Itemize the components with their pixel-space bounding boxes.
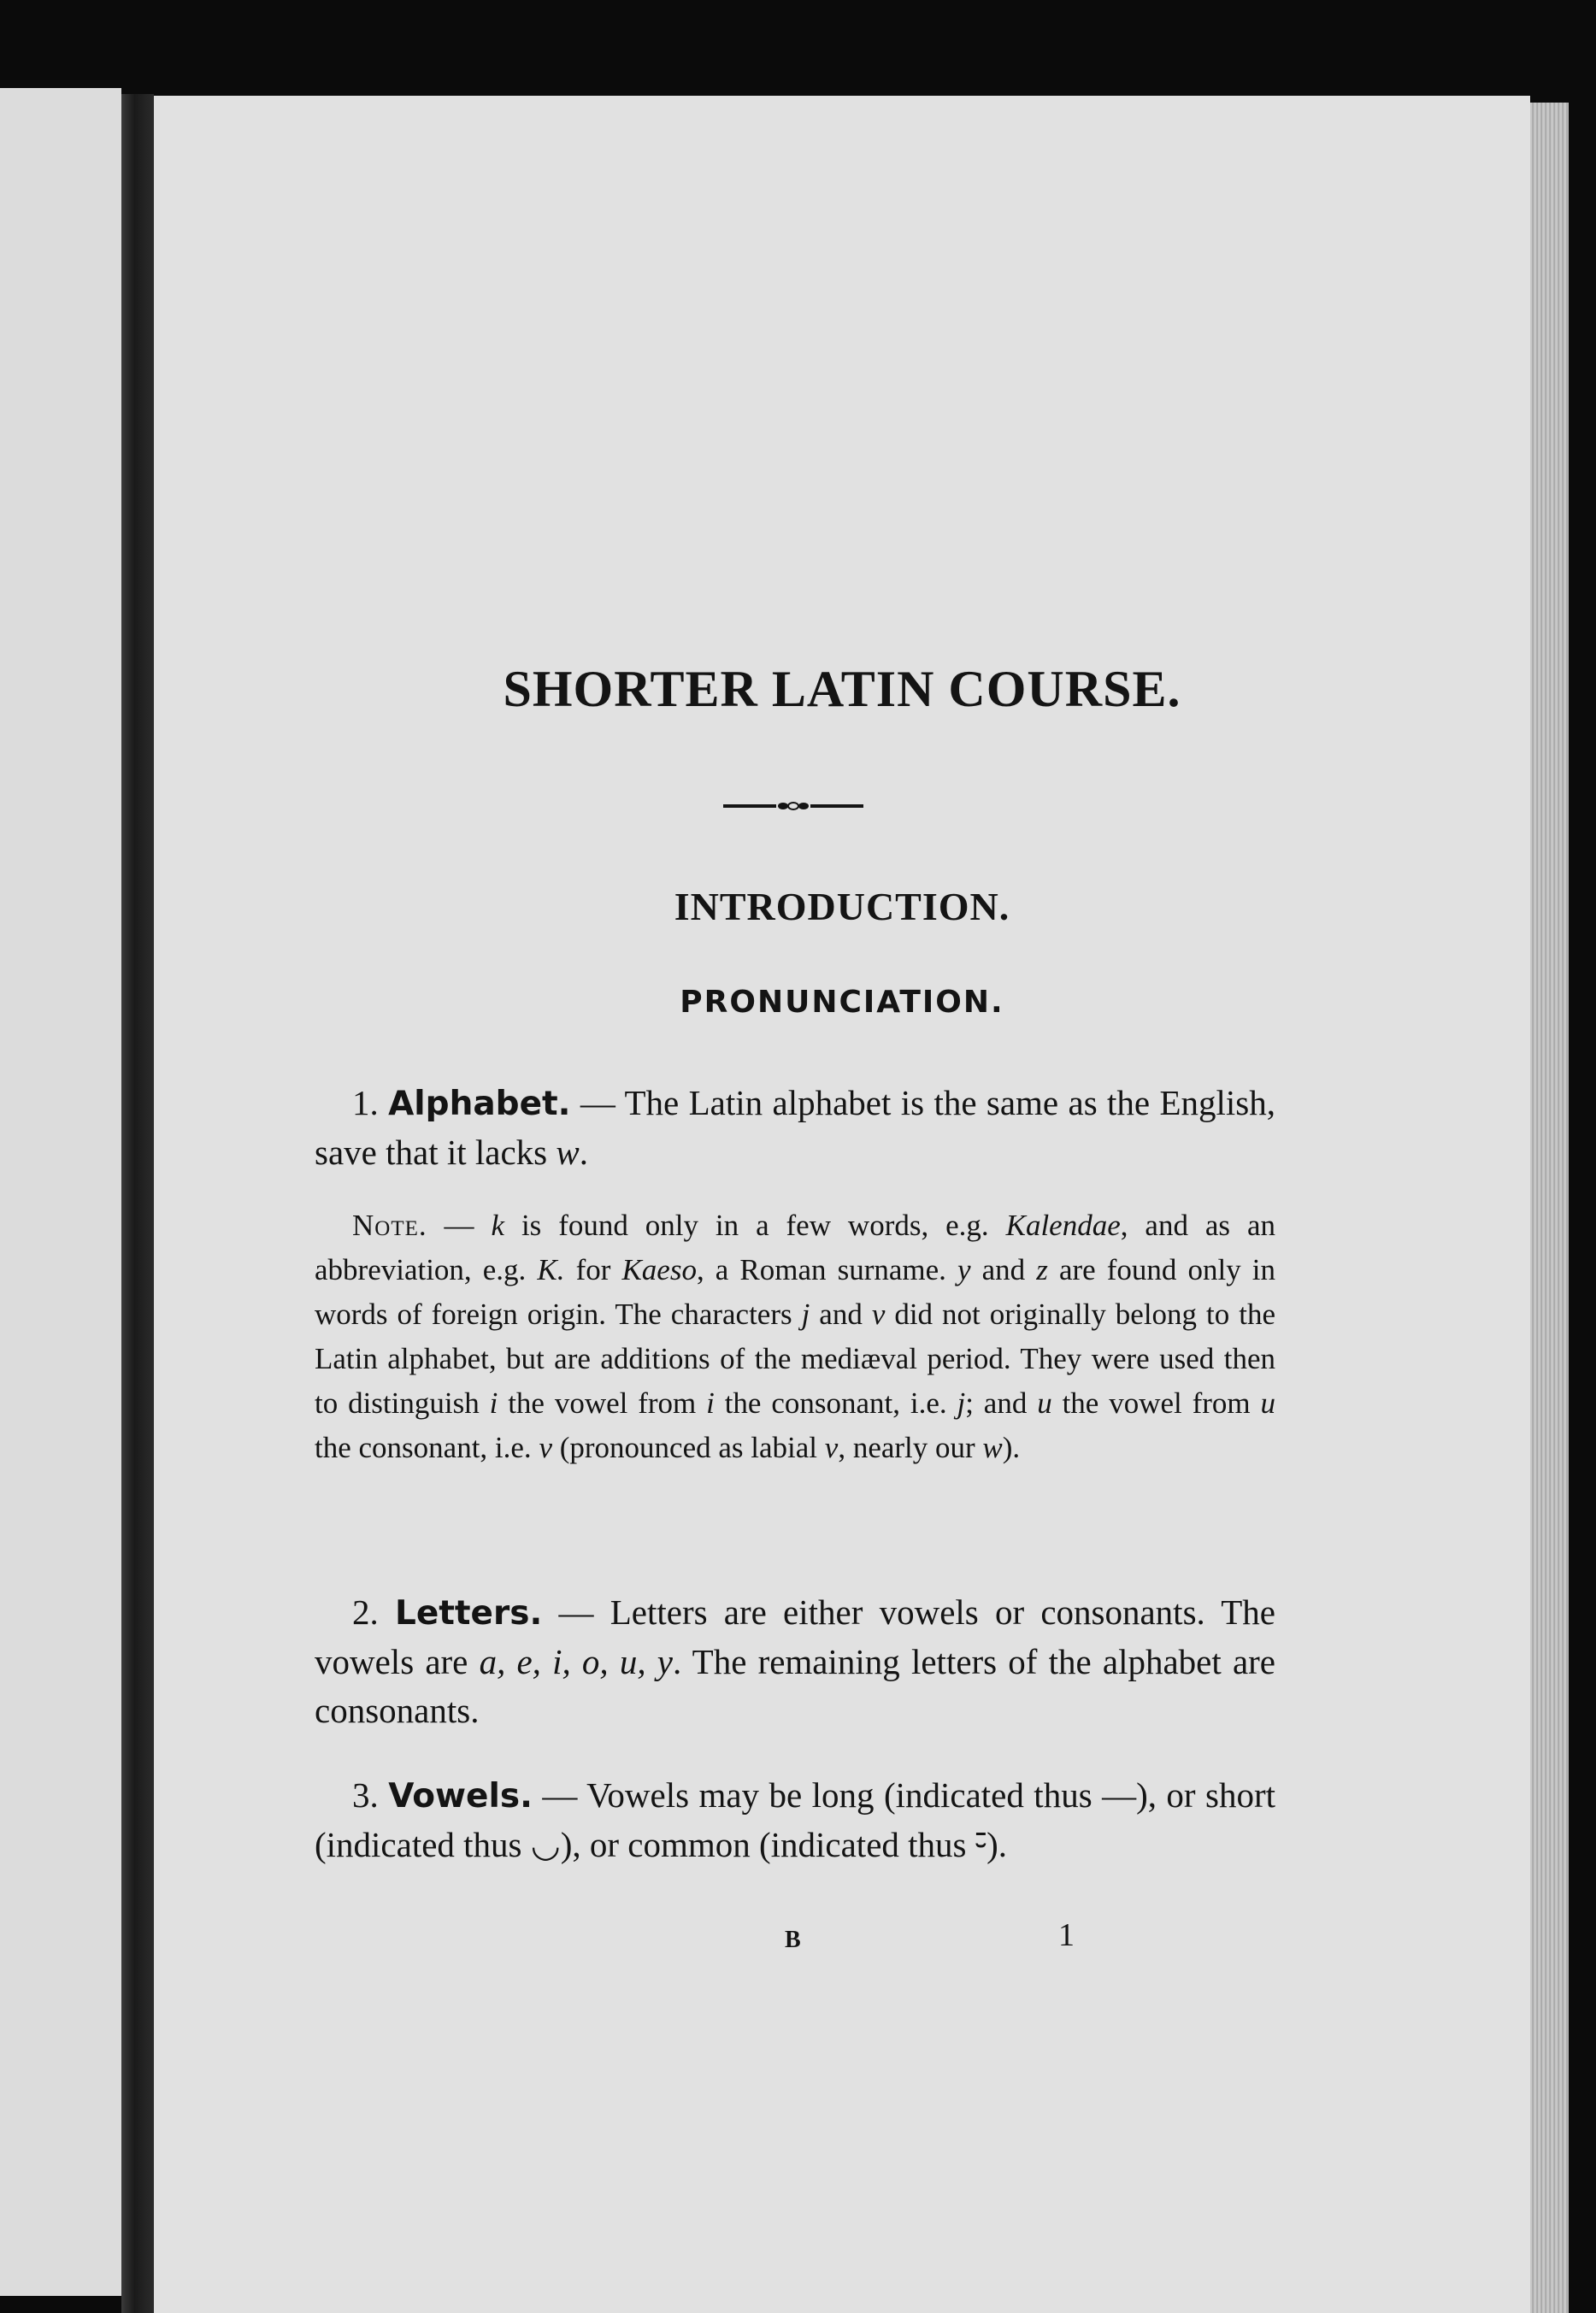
left-page-edge: [0, 88, 121, 2296]
paragraph-text: ), or short (indicated thus: [315, 1775, 1276, 1864]
note-italic-run: u: [1037, 1386, 1052, 1420]
long-mark-icon: —: [1102, 1776, 1137, 1815]
heading-dash: —: [542, 1592, 610, 1632]
note-italic-run: i: [706, 1386, 715, 1420]
note-italic-run: Kalendae: [1005, 1209, 1121, 1242]
note-body: [315, 1209, 1275, 1464]
common-mark-icon: ⏑̄: [975, 1826, 987, 1864]
note-italic-run: v: [871, 1298, 886, 1331]
paragraph-number: 2.: [352, 1592, 379, 1632]
italic-letter: w: [556, 1133, 580, 1172]
note-text-run: (pronounced as labial: [551, 1431, 825, 1464]
note-italic-run: k: [491, 1209, 505, 1242]
section-title: INTRODUCTION.: [674, 885, 1010, 928]
paragraph-number: 1.: [352, 1083, 379, 1122]
paragraph-text: Letters are either vowels or consonants. The vowels are: [315, 1592, 1275, 1681]
paragraph-alphabet: [315, 1079, 1275, 1177]
note-italic-run: i: [489, 1386, 498, 1420]
note-paragraph: [315, 1204, 1275, 1470]
note-text-run: the consonant, i.e.: [315, 1431, 539, 1464]
note-text-run: , a Roman surname.: [696, 1253, 957, 1286]
note-italic-run: j: [801, 1298, 810, 1331]
note-text-run: and: [810, 1298, 872, 1331]
paragraph-text: ), or common (indicated thus: [560, 1825, 975, 1864]
note-italic-run: y: [957, 1253, 971, 1286]
note-italic-run: z: [1036, 1253, 1048, 1286]
note-italic-run: v: [539, 1431, 552, 1464]
paragraph-letters: [315, 1588, 1275, 1735]
note-dash: —: [427, 1209, 492, 1242]
signature-mark: B: [785, 1927, 801, 1953]
note-text-run: did not originally belong to the Latin alphabet, but are additions of the mediæval period. They were used then to distinguish: [315, 1298, 1275, 1420]
heading-dash: —: [570, 1083, 625, 1122]
note-text-run: ; and: [965, 1386, 1038, 1420]
paragraph-text-end: .: [579, 1133, 588, 1172]
note-italic-run: K.: [537, 1253, 565, 1286]
note-text-run: is found only in a few words, e.g.: [504, 1209, 1006, 1242]
note-text-run: the consonant, i.e.: [714, 1386, 957, 1420]
paragraph-text: The Latin alphabet is the same as the English, save that it lacks: [315, 1083, 1275, 1172]
paragraph-heading: Vowels.: [388, 1777, 533, 1816]
short-mark-icon: ◡: [530, 1826, 561, 1864]
page-stack-edge: [1530, 103, 1569, 2313]
paragraph-text-end: . The remaining letters of the alphabet are consonants.: [315, 1642, 1275, 1730]
note-text-run: , nearly our: [838, 1431, 983, 1464]
paragraph-heading: Letters.: [394, 1594, 543, 1633]
italic-vowels: a, e, i, o, u, y: [479, 1642, 673, 1681]
note-text-run: , and as an abbreviation, e.g.: [315, 1209, 1275, 1286]
note-text-run: are found only in words of foreign origin. The characters: [315, 1253, 1275, 1331]
book-title: SHORTER LATIN COURSE.: [503, 661, 1181, 717]
note-text-run: for: [564, 1253, 622, 1286]
note-text-run: and: [970, 1253, 1037, 1286]
note-text-run: the vowel from: [498, 1386, 707, 1420]
note-italic-run: u: [1260, 1386, 1275, 1420]
page-number: 1: [1058, 1917, 1075, 1953]
paragraph-text: Vowels may be long (indicated thus: [586, 1775, 1103, 1815]
note-italic-run: w: [982, 1431, 1003, 1464]
note-text-run: ).: [1002, 1431, 1021, 1464]
note-italic-run: v: [824, 1431, 839, 1464]
paragraph-vowels: [315, 1771, 1275, 1869]
subsection-title: PRONUNCIATION.: [680, 985, 1004, 1020]
note-label: Note.: [352, 1209, 427, 1242]
paragraph-number: 3.: [352, 1775, 379, 1815]
book-gutter: [121, 94, 154, 2313]
paragraph-text-end: ).: [986, 1825, 1007, 1864]
note-italic-run: j: [957, 1386, 966, 1420]
heading-dash: —: [532, 1775, 587, 1815]
paragraph-heading: Alphabet.: [388, 1085, 571, 1123]
title-ornament: [723, 800, 863, 812]
note-text-run: the vowel from: [1051, 1386, 1261, 1420]
note-italic-run: Kaeso: [621, 1253, 697, 1286]
